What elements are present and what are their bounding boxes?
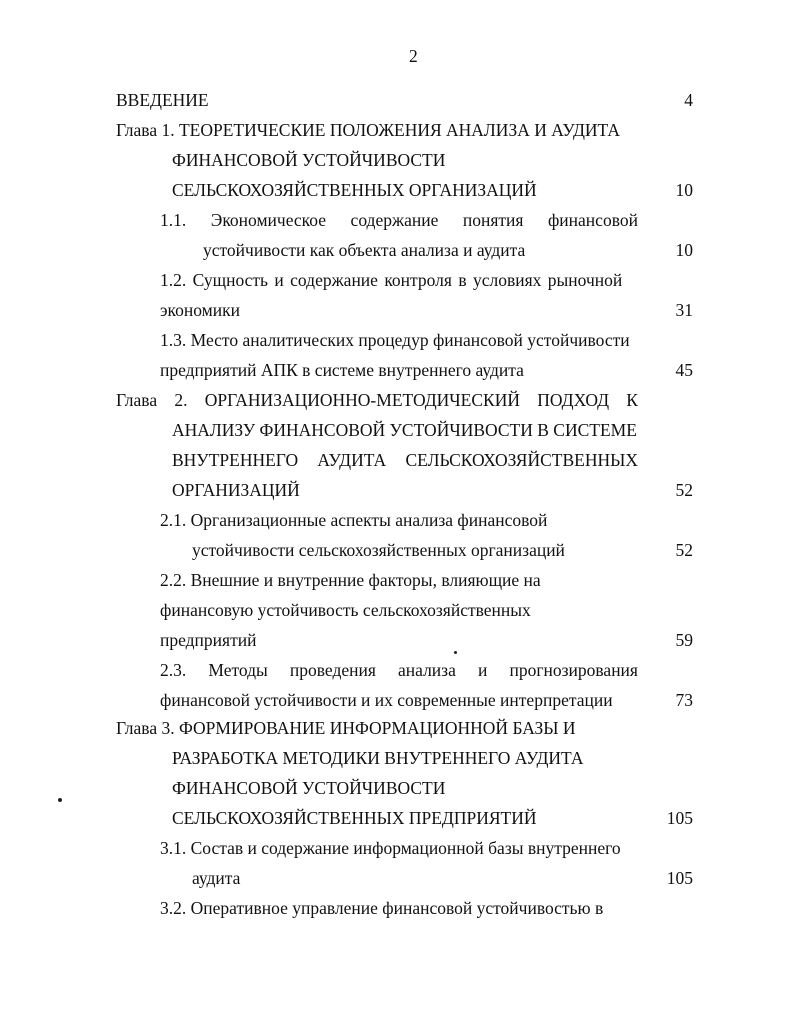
toc-ch2-line2: АНАЛИЗУ ФИНАНСОВОЙ УСТОЙЧИВОСТИ В СИСТЕМЕ xyxy=(172,420,637,440)
toc-s1-1-word: Экономическое xyxy=(210,210,327,230)
toc-s1-2-page: 31 xyxy=(675,300,693,320)
toc-s1-2-line2: экономики xyxy=(160,300,240,320)
toc-s2-3-line2: финансовой устойчивости и их современные интерпретации xyxy=(160,690,613,710)
toc-s1-1-line1 xyxy=(160,210,638,230)
toc-s2-3-word: Методы xyxy=(208,660,268,680)
scan-speck xyxy=(58,798,62,802)
toc-s2-1-page: 52 xyxy=(675,540,693,560)
toc-ch1-line3: СЕЛЬСКОХОЗЯЙСТВЕННЫХ ОРГАНИЗАЦИЙ xyxy=(172,180,537,200)
toc-s2-3-word: прогнозирования xyxy=(509,660,638,680)
toc-ch2-word: Глава xyxy=(116,390,158,410)
toc-s1-3-line2: предприятий АПК в системе внутреннего аудита xyxy=(160,360,524,380)
toc-ch3-line1: Глава 3. ФОРМИРОВАНИЕ ИНФОРМАЦИОННОЙ БАЗЫ И xyxy=(116,718,576,738)
toc-ch2-word: К xyxy=(626,390,638,410)
toc-s2-3-word: анализа xyxy=(398,660,456,680)
toc-s2-3-line1 xyxy=(160,660,638,680)
toc-s1-1-word: понятия xyxy=(462,210,524,230)
toc-s3-2-line1: 3.2. Оперативное управление финансовой устойчивостью в xyxy=(160,898,604,918)
toc-s2-1-line2: устойчивости сельскохозяйственных организаций xyxy=(192,540,565,560)
toc-s3-1-line2: аудита xyxy=(192,868,241,888)
toc-ch2-word: ОРГАНИЗАЦИОННО-МЕТОДИЧЕСКИЙ xyxy=(204,390,520,410)
toc-s1-1-word: финансовой xyxy=(547,210,638,230)
toc-s2-3-page: 73 xyxy=(675,690,693,710)
toc-ch3-line3: ФИНАНСОВОЙ УСТОЙЧИВОСТИ xyxy=(172,778,446,798)
scan-speck xyxy=(454,651,457,654)
toc-ch2-word: СЕЛЬСКОХОЗЯЙСТВЕННЫХ xyxy=(405,450,638,470)
toc-s2-3-word: и xyxy=(477,660,488,680)
toc-s2-1-line1: 2.1. Организационные аспекты анализа финансовой xyxy=(160,510,548,530)
toc-s1-1-page: 10 xyxy=(675,240,693,260)
toc-ch3-line4: СЕЛЬСКОХОЗЯЙСТВЕННЫХ ПРЕДПРИЯТИЙ xyxy=(172,808,537,828)
toc-s2-2-line2: финансовую устойчивость сельскохозяйственных xyxy=(160,600,531,620)
toc-ch2-word: ВНУТРЕННЕГО xyxy=(172,450,299,470)
toc-s2-3-num: 2.3. xyxy=(160,660,187,680)
toc-s3-1-line1: 3.1. Состав и содержание информационной базы внутреннего xyxy=(160,838,621,858)
toc-ch2-page: 52 xyxy=(675,480,693,500)
toc-s2-2-line3: предприятий xyxy=(160,630,257,650)
toc-s1-1-line2: устойчивости как объекта анализа и аудита xyxy=(203,240,526,260)
toc-s1-3-page: 45 xyxy=(675,360,693,380)
toc-s2-2-line1: 2.2. Внешние и внутренние факторы, влияющие на xyxy=(160,570,541,590)
toc-ch1-page: 10 xyxy=(675,180,693,200)
toc-ch2-line3 xyxy=(172,450,638,470)
toc-intro-page: 4 xyxy=(684,90,693,110)
page-number: 2 xyxy=(409,46,418,66)
toc-s1-1-num: 1.1. xyxy=(160,210,187,230)
toc-s1-1-word: содержание xyxy=(350,210,439,230)
toc-ch3-page: 105 xyxy=(666,808,693,828)
toc-ch2-line1 xyxy=(116,390,638,410)
toc-s2-3-word: проведения xyxy=(289,660,376,680)
toc-intro-title: ВВЕДЕНИЕ xyxy=(116,90,209,110)
toc-ch1-line2: ФИНАНСОВОЙ УСТОЙЧИВОСТИ xyxy=(172,150,446,170)
toc-s2-2-page: 59 xyxy=(675,630,693,650)
toc-ch2-line4: ОРГАНИЗАЦИЙ xyxy=(172,480,300,500)
toc-s1-3-line1: 1.3. Место аналитических процедур финансовой устойчивости xyxy=(160,330,630,350)
toc-ch2-word: 2. xyxy=(174,390,188,410)
toc-ch1-line1: Глава 1. ТЕОРЕТИЧЕСКИЕ ПОЛОЖЕНИЯ АНАЛИЗА И АУДИТА xyxy=(116,120,620,140)
toc-ch2-word: АУДИТА xyxy=(317,450,387,470)
toc-ch2-word: ПОДХОД xyxy=(537,390,610,410)
toc-s1-2-line1: 1.2. Сущность и содержание контроля в условиях рыночной xyxy=(160,270,623,290)
toc-ch3-line2: РАЗРАБОТКА МЕТОДИКИ ВНУТРЕННЕГО АУДИТА xyxy=(172,748,584,768)
toc-s3-1-page: 105 xyxy=(666,868,693,888)
